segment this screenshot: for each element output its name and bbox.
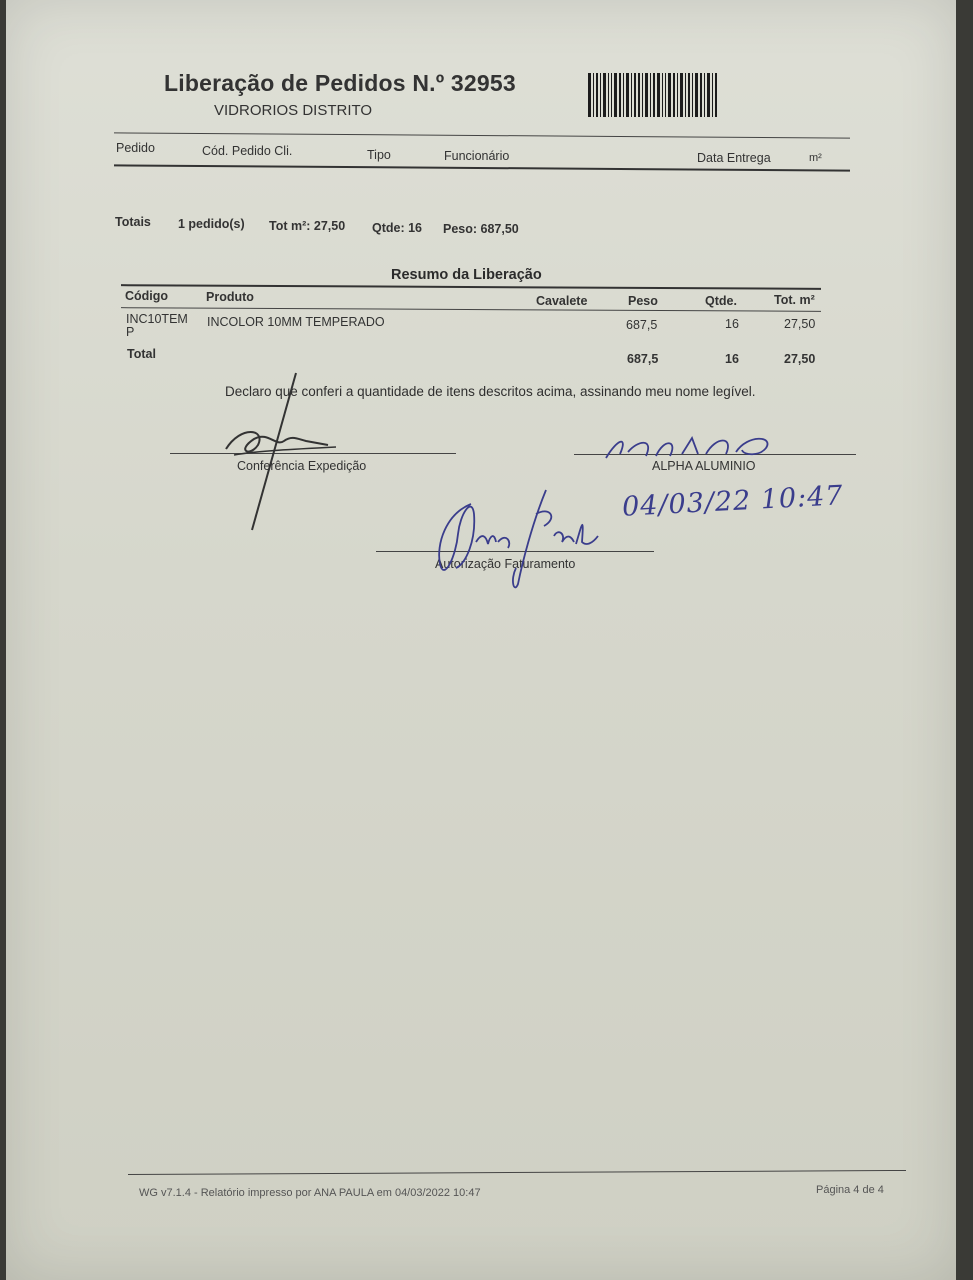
summary-row-codigo-line2: P (126, 325, 135, 339)
summary-col-codigo: Código (125, 289, 169, 303)
declaration-text: Declaro que conferi a quantidade de itens descritos acima, assinando meu nome legível. (225, 384, 756, 399)
col-m2: m² (809, 152, 822, 164)
signature-conferencia-mark (206, 365, 346, 535)
totals-peso: Peso: 687,50 (443, 222, 519, 236)
summary-total-tot-m2: 27,50 (784, 352, 816, 366)
summary-row-codigo-line1: INC10TEM (126, 312, 188, 326)
footer-report-info: WG v7.1.4 - Relatório impresso por ANA PAULA em 04/03/2022 10:47 (139, 1187, 481, 1199)
signature-autorizacao-mark (426, 484, 606, 596)
summary-row-qtde: 16 (725, 317, 739, 331)
summary-total-label: Total (127, 347, 156, 361)
summary-row-tot-m2: 27,50 (784, 317, 816, 331)
handwritten-date: 04/03/22 10:47 (621, 480, 845, 523)
summary-col-produto: Produto (206, 290, 254, 304)
summary-col-qtde: Qtde. (705, 294, 737, 308)
company-name: VIDRORIOS DISTRITO (214, 102, 373, 119)
signature-label-conferencia: Conferência Expedição (237, 459, 367, 473)
footer-rule (128, 1170, 906, 1175)
footer-page-number: Página 4 de 4 (816, 1184, 884, 1196)
totals-pedidos: 1 pedido(s) (178, 217, 245, 231)
summary-row-produto: INCOLOR 10MM TEMPERADO (207, 315, 385, 329)
signature-label-cliente: ALPHA ALUMINIO (652, 459, 756, 473)
summary-row-codigo (126, 313, 188, 339)
summary-total-qtde: 16 (725, 352, 739, 366)
col-funcionario: Funcionário (444, 149, 510, 163)
signature-cliente-mark (598, 428, 788, 468)
document-title: Liberação de Pedidos N.º 32953 (164, 70, 516, 96)
summary-col-peso: Peso (628, 294, 658, 308)
totals-tot-m2: Tot m²: 27,50 (269, 219, 346, 233)
document-page (6, 0, 956, 1280)
summary-col-cavalete: Cavalete (536, 294, 588, 308)
summary-total-peso: 687,5 (627, 352, 659, 366)
summary-title: Resumo da Liberação (391, 267, 542, 283)
col-data-entrega: Data Entrega (697, 151, 771, 165)
col-tipo: Tipo (367, 148, 391, 162)
summary-col-tot-m2: Tot. m² (774, 293, 815, 307)
col-cod-pedido-cli: Cód. Pedido Cli. (202, 144, 293, 158)
totals-label: Totais (115, 215, 151, 229)
signature-label-autorizacao: Autorização Faturamento (435, 557, 576, 571)
totals-qtde: Qtde: 16 (372, 221, 423, 235)
col-pedido: Pedido (116, 141, 155, 155)
summary-row-peso: 687,5 (626, 318, 658, 332)
barcode (588, 73, 734, 117)
